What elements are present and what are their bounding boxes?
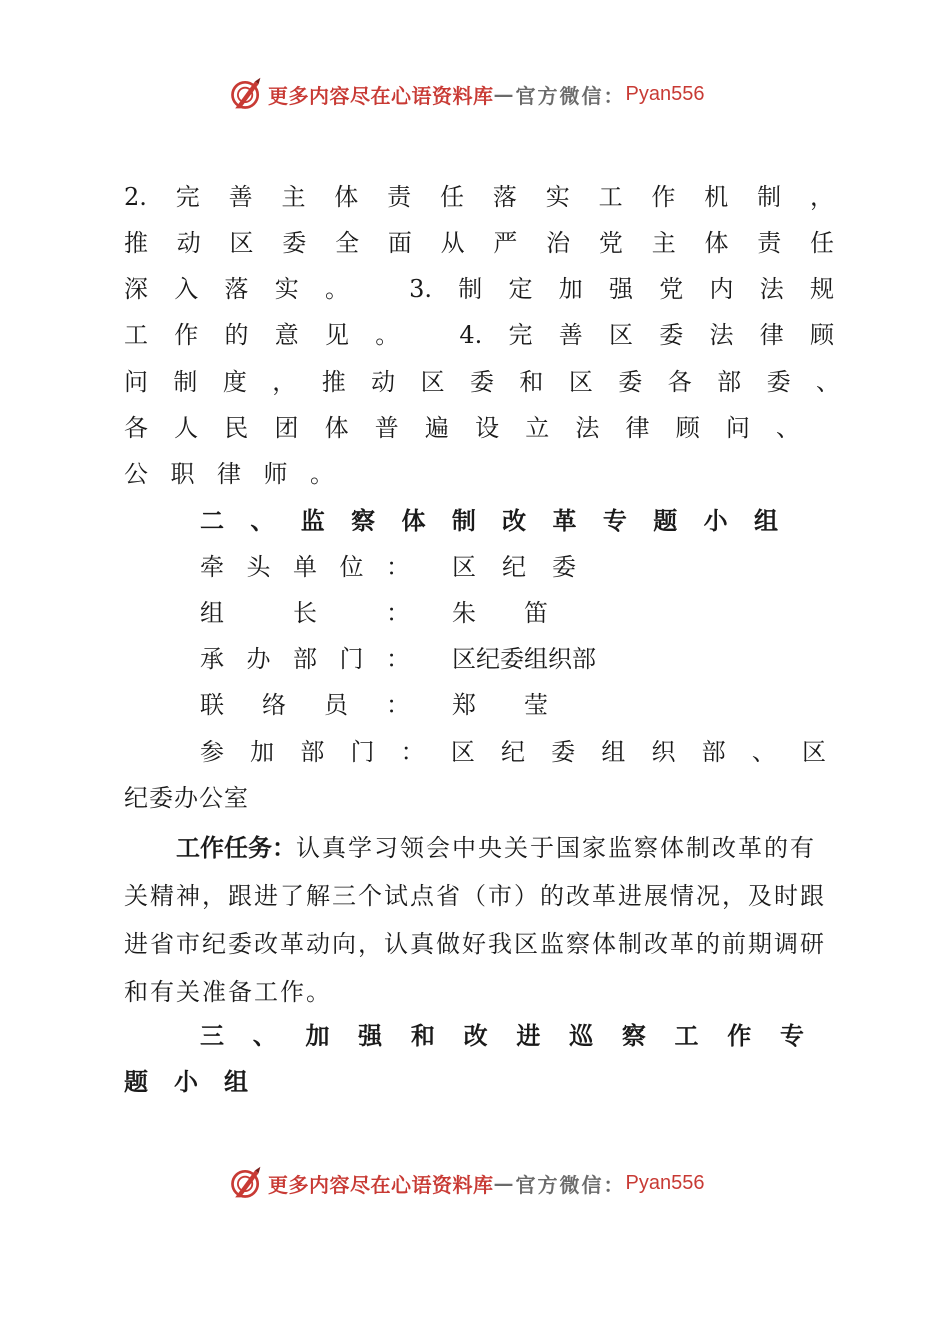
body-line: 深入落实。 3.制定加强党内法规 xyxy=(124,275,834,303)
task-line: 进省市纪委改革动向，认真做好我区监察体制改革的前期调研 xyxy=(124,930,826,958)
watermark-banner-bottom xyxy=(228,1163,704,1203)
body-line: 工作的意见。 4.完善区委法律顾 xyxy=(124,321,834,349)
field-key-lead-unit: 牵头单位： xyxy=(200,553,410,581)
body-line: 问制度，推动区委和区委各部委、 xyxy=(124,368,840,396)
task-line: 关精神，跟进了解三个试点省（市）的改革进展情况，及时跟 xyxy=(124,882,826,910)
field-value-liaison: 郑莹 xyxy=(452,691,548,719)
section-heading: 二、监察体制改革专题小组 xyxy=(200,506,778,535)
body-line: 各人民团体普遍设立法律顾问、 xyxy=(124,414,800,442)
field-value-lead-unit: 区纪委 xyxy=(452,553,576,581)
watermark-site-text: 更多内容尽在心语资料库 xyxy=(268,1172,494,1197)
field-value-undertaking-dept: 区纪委组织部 xyxy=(452,645,596,673)
body-line: 公职律师。 xyxy=(124,460,334,488)
section-heading: 三、加强和改进巡察工作专 xyxy=(200,1021,804,1050)
watermark-banner-top xyxy=(228,74,704,114)
field-key-leader: 组长： xyxy=(200,599,410,627)
task-line-first xyxy=(176,833,826,863)
task-text: 认真学习领会中央关于国家监察体制改革的有 xyxy=(296,834,816,862)
field-value-leader: 朱笛 xyxy=(452,599,548,627)
watermark-wechat-label: 官方微信： xyxy=(515,1172,626,1197)
watermark-dash: — xyxy=(493,1171,516,1195)
body-line: 推动区委全面从严治党主体责任 xyxy=(124,229,834,257)
quill-logo-icon xyxy=(228,1165,264,1201)
task-label: 工作任务： xyxy=(176,834,296,862)
watermark-wechat-label: 官方微信： xyxy=(515,83,626,108)
field-participants-cont: 纪委办公室 xyxy=(124,784,249,812)
field-key-liaison: 联络员： xyxy=(200,691,410,719)
watermark-dash: — xyxy=(493,82,516,106)
quill-logo-icon xyxy=(228,76,264,112)
watermark-site-text: 更多内容尽在心语资料库 xyxy=(268,83,494,108)
field-key-undertaking-dept: 承办部门： xyxy=(200,645,410,673)
field-participants: 参加部门：区纪委组织部、区 xyxy=(200,738,826,766)
body-line: 2.完善主体责任落实工作机制， xyxy=(124,183,834,211)
watermark-wechat-id: Pyan556 xyxy=(625,1171,705,1194)
section-heading-cont: 题小组 xyxy=(124,1067,248,1096)
watermark-wechat-id: Pyan556 xyxy=(625,82,705,105)
task-line: 和有关准备工作。 xyxy=(124,978,332,1006)
